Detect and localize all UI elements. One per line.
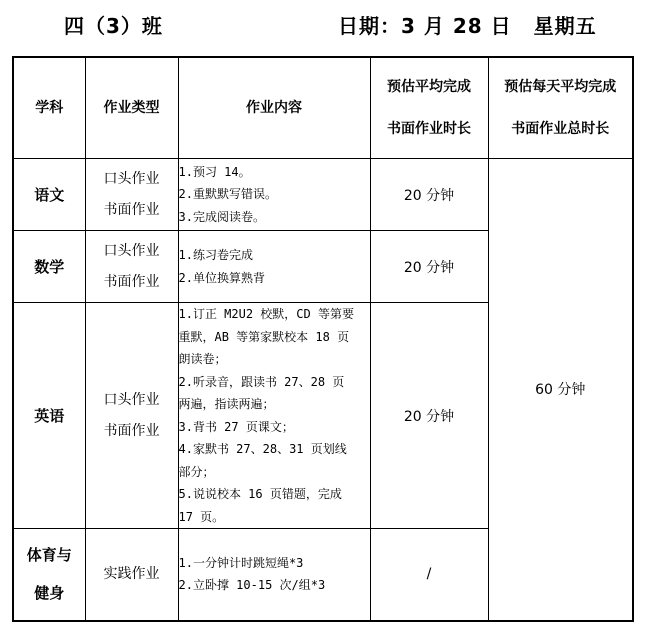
header-content: 作业内容 bbox=[178, 57, 370, 159]
time-cell: 20 分钟 bbox=[370, 231, 488, 303]
page-header bbox=[0, 8, 647, 42]
header-total-time: 预估每天平均完成 书面作业总时长 bbox=[488, 57, 633, 159]
content-cell: 1.一分钟计时跳短绳*3 2.立卧撑 10-15 次/组*3 bbox=[178, 529, 370, 621]
table-header-row bbox=[13, 57, 633, 159]
type-cell: 口头作业 书面作业 bbox=[85, 303, 178, 529]
time-cell: 20 分钟 bbox=[370, 303, 488, 529]
subject-cell: 英语 bbox=[13, 303, 85, 529]
date-text: 日期：3 月 28 日 bbox=[338, 14, 512, 38]
total-time-cell: 60 分钟 bbox=[488, 159, 633, 621]
content-cell: 1.预习 14。 2.重默默写错误。 3.完成阅读卷。 bbox=[178, 159, 370, 231]
header-estimated-time: 预估平均完成 书面作业时长 bbox=[370, 57, 488, 159]
type-cell: 口头作业 书面作业 bbox=[85, 231, 178, 303]
weekday-text: 星期五 bbox=[533, 14, 597, 38]
subject-cell: 体育与 健身 bbox=[13, 529, 85, 621]
homework-table bbox=[12, 56, 634, 622]
date-label bbox=[338, 10, 597, 39]
class-name: 四（3）班 bbox=[64, 14, 163, 38]
header-subject: 学科 bbox=[13, 57, 85, 159]
time-cell: 20 分钟 bbox=[370, 159, 488, 231]
content-cell: 1.订正 M2U2 校默，CD 等第要 重默，AB 等第家默校本 18 页 朗读卷； 2.听录音，跟读书 27、28 页 两遍，指读两遍； 3.背书 27 页课文； 4.家默书 27、28、31 页划线 部分； 5.说说校本 16 页错题，完成 17 页。 bbox=[178, 303, 370, 529]
content-cell: 1.练习卷完成 2.单位换算熟背 bbox=[178, 231, 370, 303]
type-cell: 口头作业 书面作业 bbox=[85, 159, 178, 231]
table-row-chinese bbox=[13, 159, 633, 231]
type-cell: 实践作业 bbox=[85, 529, 178, 621]
subject-cell: 语文 bbox=[13, 159, 85, 231]
subject-cell: 数学 bbox=[13, 231, 85, 303]
time-cell: / bbox=[370, 529, 488, 621]
header-type: 作业类型 bbox=[85, 57, 178, 159]
